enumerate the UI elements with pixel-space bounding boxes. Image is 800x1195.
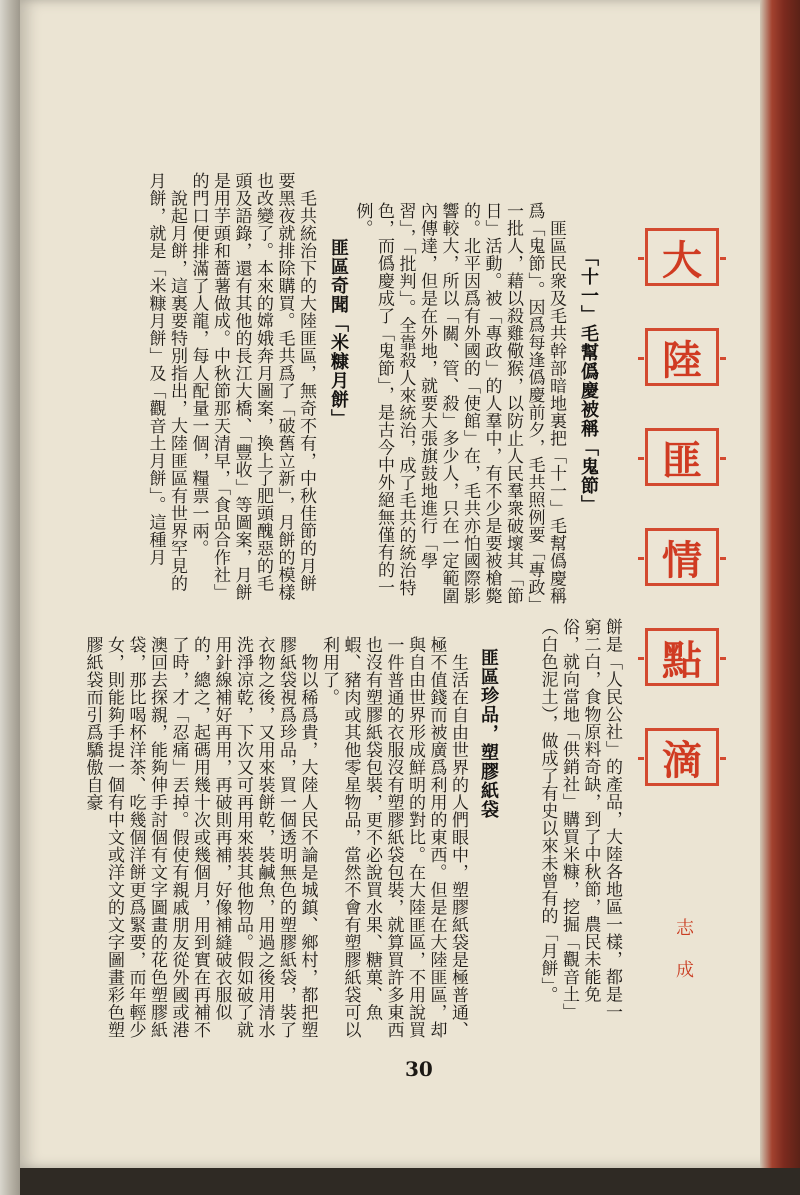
- title-char-2: 陸: [645, 328, 719, 386]
- article1-body: 匪區民衆及毛共幹部暗地裏把「十一」毛幫僞慶稱爲「鬼節」。因爲每逢僞慶前夕，毛共照例要「專政」一批人，藉以殺雞儆猴，以防止人民羣衆破壞其「節日」活動。被「專政」的人羣中，有不少是要被槍斃的。北平因爲有外國的「使館」在，毛共亦怕國際影響較大，所以「關、管、殺」多少人，只在一定範圍內傳達，但是在外地，就要大張旗鼓地進行「學習」，「批判」。全靠殺人來統治，成了毛共的統治特色，而僞慶成了「鬼節」，是古今中外絕無僅有的一例。: [352, 202, 566, 605]
- title-char-5: 點: [645, 628, 719, 686]
- magazine-page: [20, 0, 772, 1168]
- article3-heading: 匪區珍品，塑膠紙袋: [478, 648, 499, 819]
- title-char-6: 滴: [645, 728, 719, 786]
- title-char-1: 大: [645, 228, 719, 286]
- article1-heading: 「十一」毛幫僞慶被稱「鬼節」: [578, 248, 599, 514]
- article3-body: 生活在自由世界的人們眼中，塑膠紙袋是極普通、極不值錢而被廣爲利用的東西。但是在大陸匪區，却與自由世界形成鮮明的對比。在大陸匪區，不用說買一件普通的衣服沒有塑膠紙袋包裝，就算買許多東西也沒有塑膠紙袋包裝，更不必說買水果、糖菓、魚蝦、豬肉或其他零星物品，當然不會有塑膠紙袋可以利用了。 物以稀爲貴，大陸人民不論是城鎮、鄉村，都把塑膠紙袋視爲珍品，買一個透明無色的塑膠紙袋，裝了衣物之後，又用來裝餅乾，裝鹹魚，用過之後用清水洗淨凉乾，下次又可再用來裝其他物品。假如破了就用針線補好再用，再破則再補，好像補縫破衣服似的，總之，起碼用幾十次或幾個月，用到實在再補不了時，才「忍痛」丟掉。假使有親戚朋友從外國或港澳回去探親，能夠伸手討個有文字圖畫的花色塑膠紙袋，那比喝杯洋茶、吃幾個洋餅更爲緊要，而年輕少女，則能夠手提一個有中文或洋文的文字圖畫彩色塑膠紙袋而引爲驕傲自豪: [82, 636, 468, 1039]
- bottom-shadow: [20, 1168, 800, 1195]
- title-char-3: 匪: [645, 428, 719, 486]
- article2-continued: 餅是「人民公社」的產品，大陸各地區一樣，都是一窮二白，食物原料奇缺，到了中秋節，農民未能免俗，就向當地「供銷社」購買米糠，挖掘「觀音土」（白色泥土），做成了有史以來未曾有的「月餅」。: [537, 618, 622, 1021]
- article2-heading: 匪區奇聞「米糠月餅」: [328, 238, 349, 428]
- page-number: 30: [405, 1057, 433, 1081]
- author-name: 志成: [673, 918, 694, 1002]
- article2-body: 毛共統治下的大陸匪區，無奇不有，中秋佳節的月餅要黑夜就排除購買。毛共爲了「破舊立新」，月餅的模樣也改變了。本來的嫦娥奔月圖案，換上了肥頭醜惡的毛頭及語錄，還有其他的長江大橋、「豐收」等圖案，月餅是用芋頭和薔薯做成。中秋節那天清早，「食品合作社」的門口便排滿了人龍，每人配量一個，糧票一兩。 說起月餅，這裏要特別指出，大陸匪區有世界罕見的月餅，就是「米糠月餅」及「觀音土月餅」。這種月: [145, 172, 316, 601]
- title-char-4: 情: [645, 528, 719, 586]
- book-binding-right: [760, 0, 800, 1195]
